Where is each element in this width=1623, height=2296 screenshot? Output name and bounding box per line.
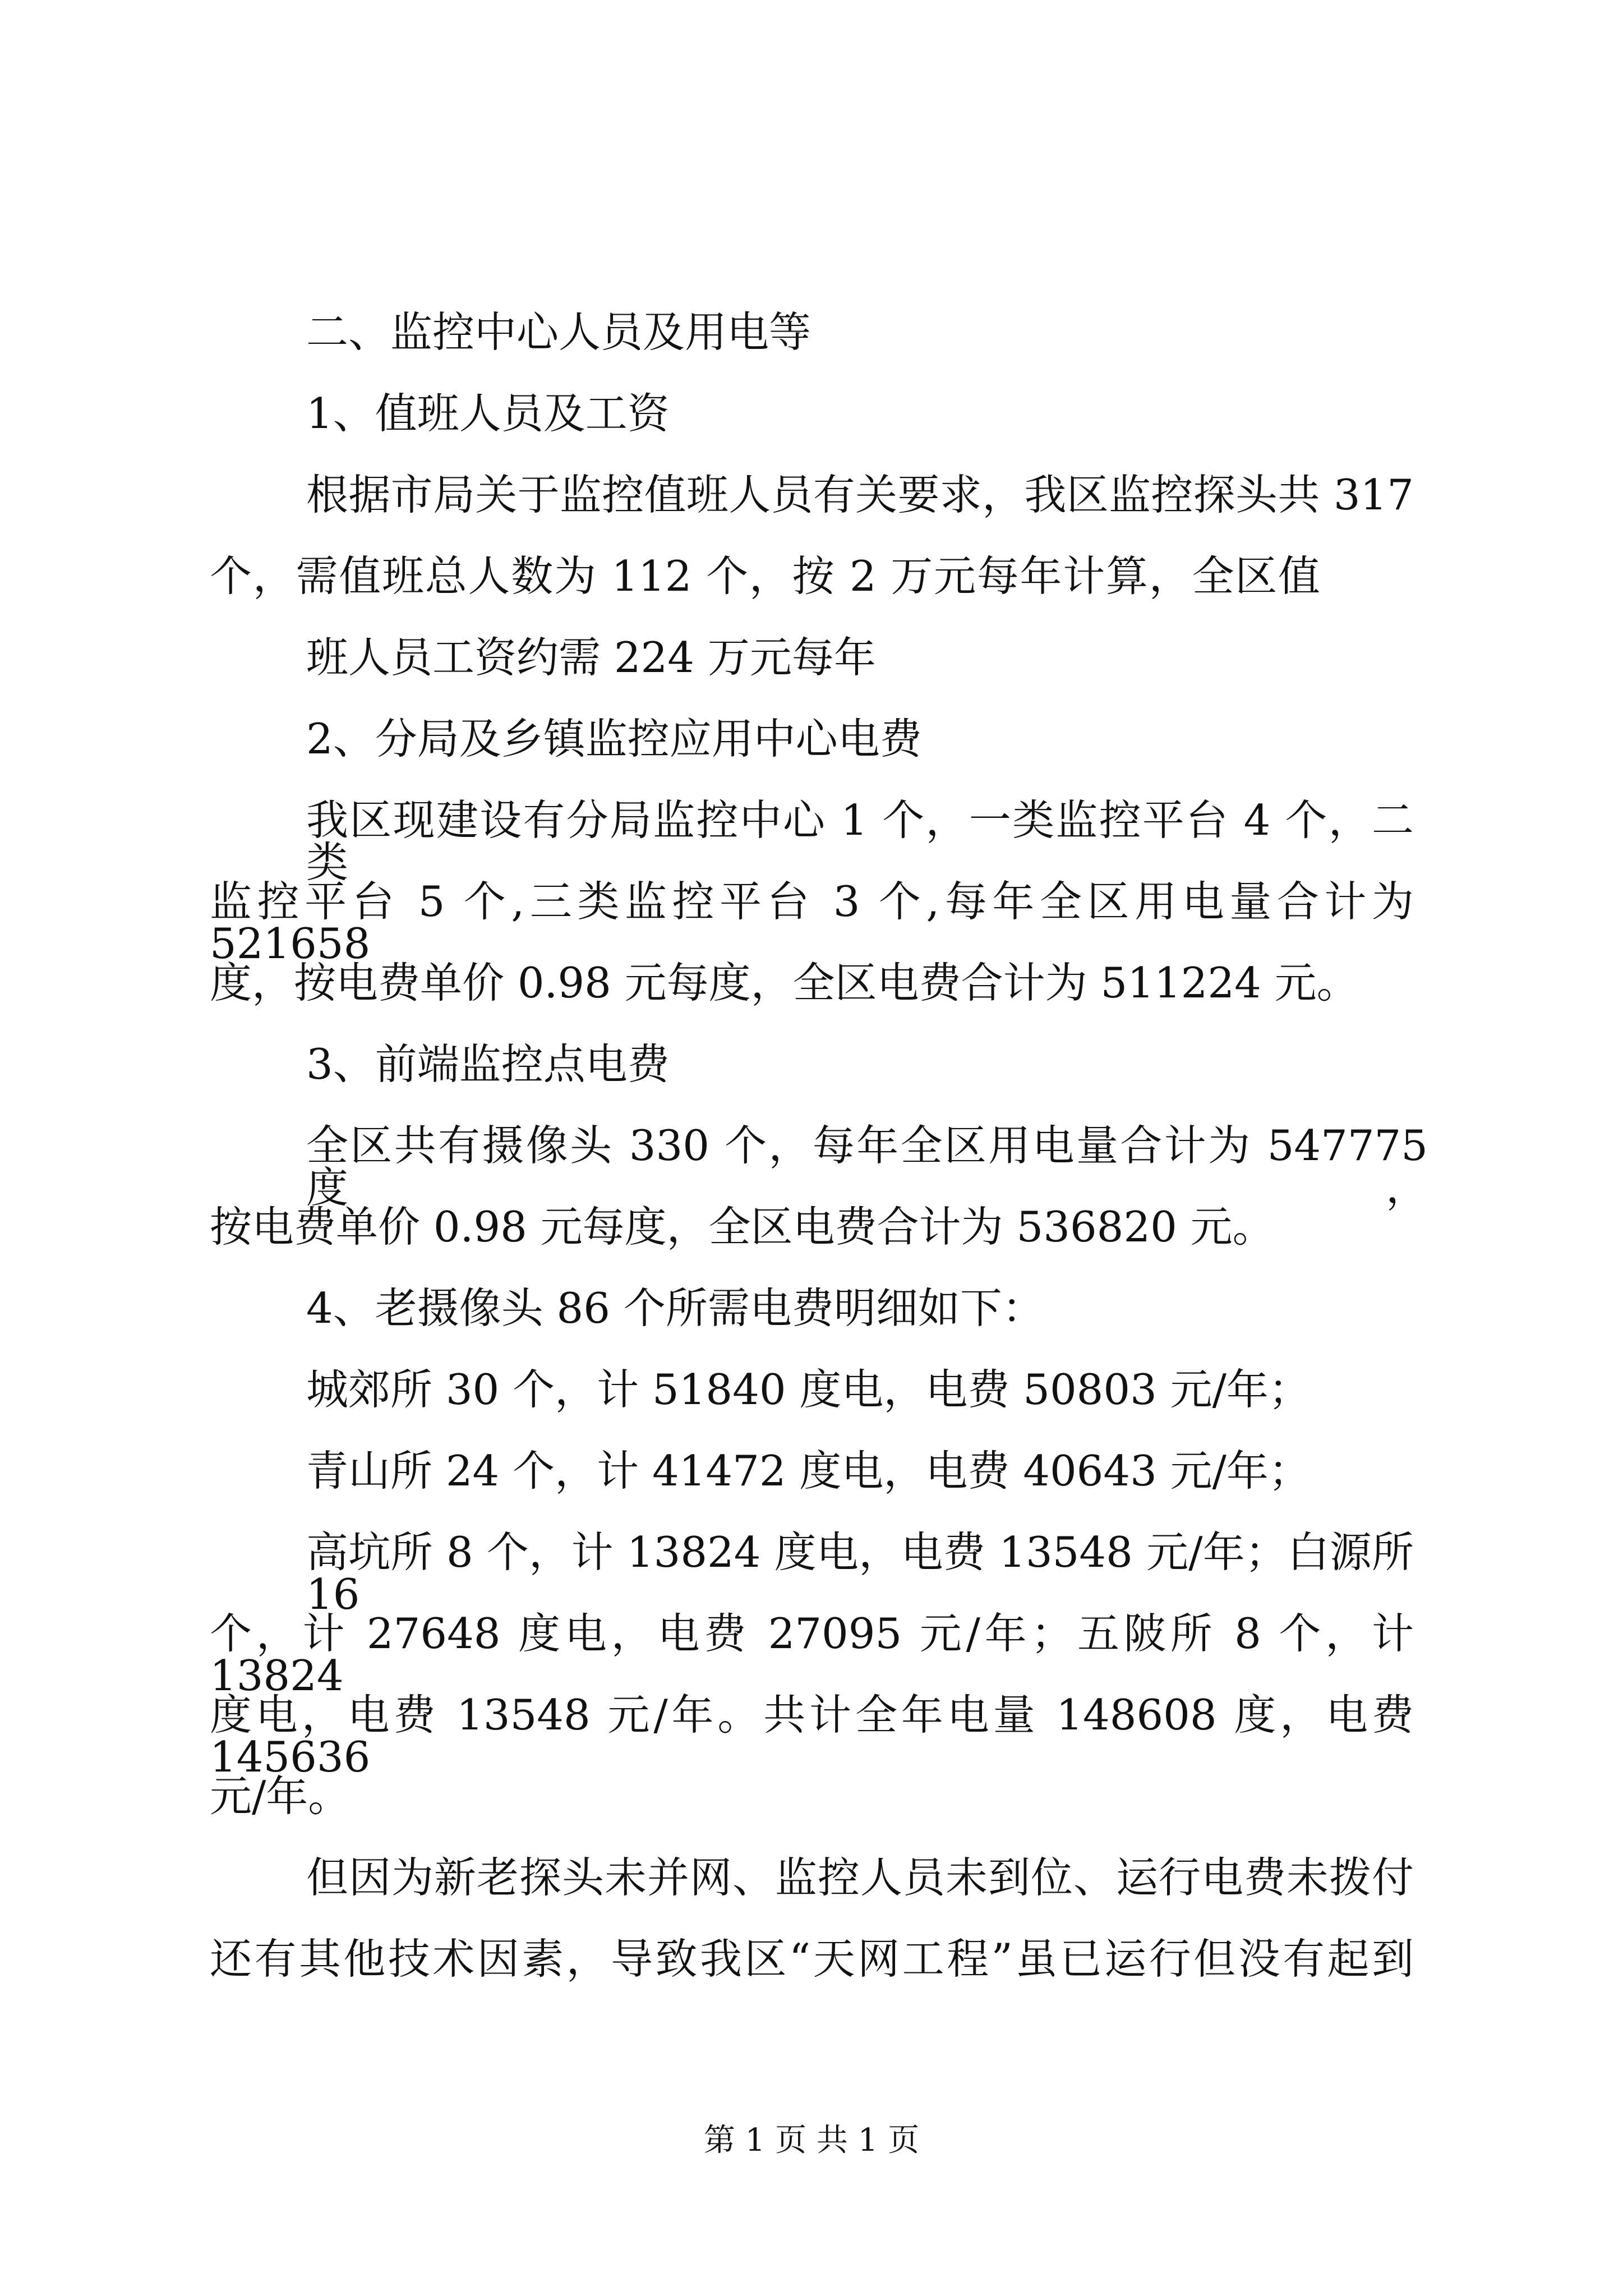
subsection-heading: 2、分局及乡镇监控应用中心电费	[306, 714, 922, 763]
paragraph-line: 青山所 24 个，计 41472 度电，电费 40643 元/年；	[306, 1446, 1311, 1496]
paragraph-line: 我区现建设有分局监控中心 1 个，一类监控平台 4 个，二类	[306, 795, 1414, 887]
paragraph-line: 度电，电费 13548 元/年。共计全年电量 148608 度，电费 145636	[210, 1690, 1414, 1782]
paragraph-line: 度，按电费单价 0.98 元每度，全区电费合计为 511224 元。	[210, 958, 1359, 1007]
paragraph-line: 个，计 27648 度电，电费 27095 元/年；五陂所 8 个，计 13824	[210, 1609, 1414, 1700]
paragraph-line: 但因为新老探头未并网、监控人员未到位、运行电费未拨付	[306, 1853, 1414, 1902]
paragraph-line: 高坑所 8 个，计 13824 度电，电费 13548 元/年；白源所 16	[306, 1527, 1414, 1619]
paragraph-line: 个，需值班总人数为 112 个，按 2 万元每年计算，全区值	[210, 551, 1320, 601]
section-heading: 二、监控中心人员及用电等	[306, 307, 811, 357]
subsection-heading: 1、值班人员及工资	[306, 389, 670, 438]
paragraph-line: 班人员工资约需 224 万元每年	[306, 633, 876, 682]
paragraph-line: 元/年。	[210, 1772, 351, 1821]
subsection-heading: 3、前端监控点电费	[306, 1039, 670, 1089]
paragraph-line: 还有其他技术因素，导致我区“天网工程”虽已运行但没有起到	[210, 1934, 1414, 1984]
paragraph-line: 监控平台 5 个,三类监控平台 3 个,每年全区用电量合计为 521658	[210, 877, 1414, 968]
page-footer: 第 1 页 共 1 页	[703, 2122, 920, 2159]
paragraph-line: 根据市局关于监控值班人员有关要求，我区监控探头共 317	[306, 470, 1414, 519]
paragraph-line: 城郊所 30 个，计 51840 度电，电费 50803 元/年；	[306, 1365, 1311, 1414]
paragraph-line: 按电费单价 0.98 元每度，全区电费合计为 536820 元。	[210, 1202, 1275, 1251]
paragraph-line: 全区共有摄像头 330 个，每年全区用电量合计为 547775 度，	[306, 1121, 1428, 1212]
subsection-heading: 4、老摄像头 86 个所需电费明细如下：	[306, 1283, 1044, 1333]
